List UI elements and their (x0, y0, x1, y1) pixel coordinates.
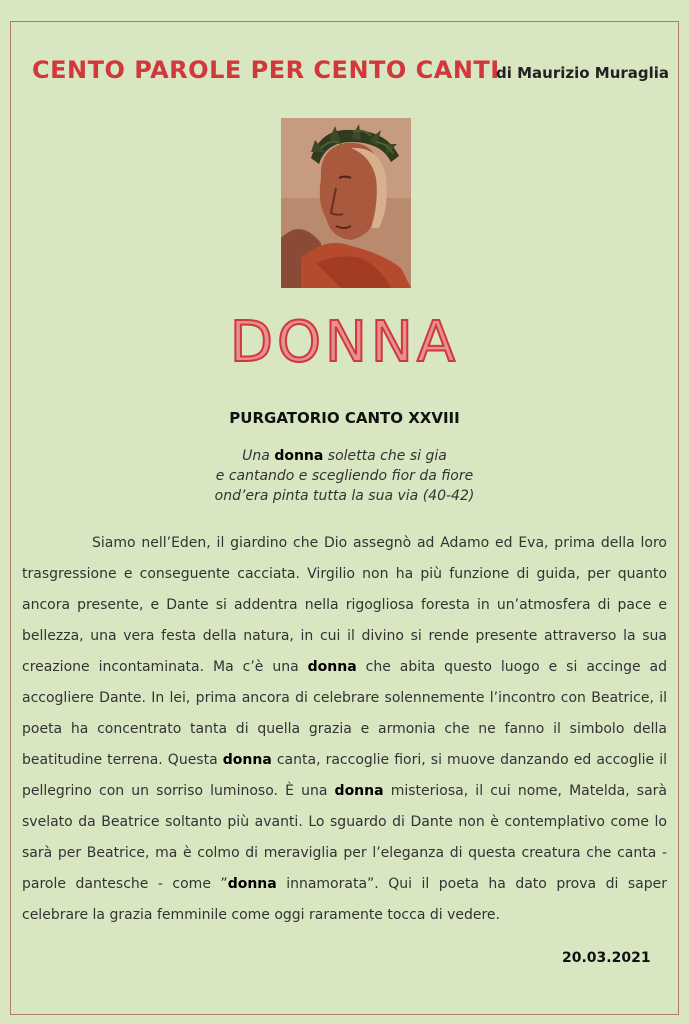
headword: DONNA (229, 310, 460, 375)
verse-line: ond’era pinta tutta la sua via (40-42) (214, 488, 475, 504)
keyword-highlight: donna (274, 448, 324, 464)
verse-line: Una donna soletta che si gia (242, 448, 447, 464)
author-credit: di Maurizio Muraglia (496, 64, 670, 82)
series-title: CENTO PAROLE PER CENTO CANTI (32, 56, 500, 84)
keyword-highlight: donna (334, 783, 384, 799)
commentary-text: Siamo nell’Eden, il giardino che Dio assegnò ad Adamo ed Eva, prima della loro trasgressione e conseguente cacciata. Virgilio non ha più funzione di guida, per quanto ancora presente, e Dante si addentra nella rigogliosa foresta in un’atmosfera di pace e bellezza, una vera festa della natura, in cui il divino si rende presente attraverso la sua creazione incontaminata. Ma c’è una donna che abita questo luogo e si accinge ad accogliere Dante. In lei, prima ancora di celebrare solennemente l’incontro con Beatrice, il poeta ha concentrato tanta di quella grazia e armonia che ne fanno il simbolo della beatitudine terrena. Questa donna canta, raccoglie fiori, si muove danzando ed accoglie il pellegrino con un sorriso luminoso. È una donna misteriosa, il cui nome, Matelda, sarà svelato da Beatrice soltanto più avanti. Lo sguardo di Dante non è contemplativo come lo sarà per Beatrice, ma è colmo di meraviglia per l’eleganza di questa creatura che canta - parole dantesche - come ”donna innamorata”. Qui il poeta ha dato prova di saper celebrare la grazia femminile come oggi raramente tocca di vedere. (22, 535, 668, 923)
dante-portrait-image (281, 118, 411, 288)
keyword-highlight: donna (222, 752, 272, 768)
dante-portrait (281, 118, 411, 288)
publication-date: 20.03.2021 (562, 950, 651, 966)
canto-reference: PURGATORIO CANTO XXVIII (229, 409, 460, 427)
keyword-highlight: donna (227, 876, 277, 892)
verse-line: e cantando e scegliendo fior da fiore (215, 468, 474, 484)
keyword-highlight: donna (307, 659, 357, 675)
verse-quote (0, 446, 689, 506)
